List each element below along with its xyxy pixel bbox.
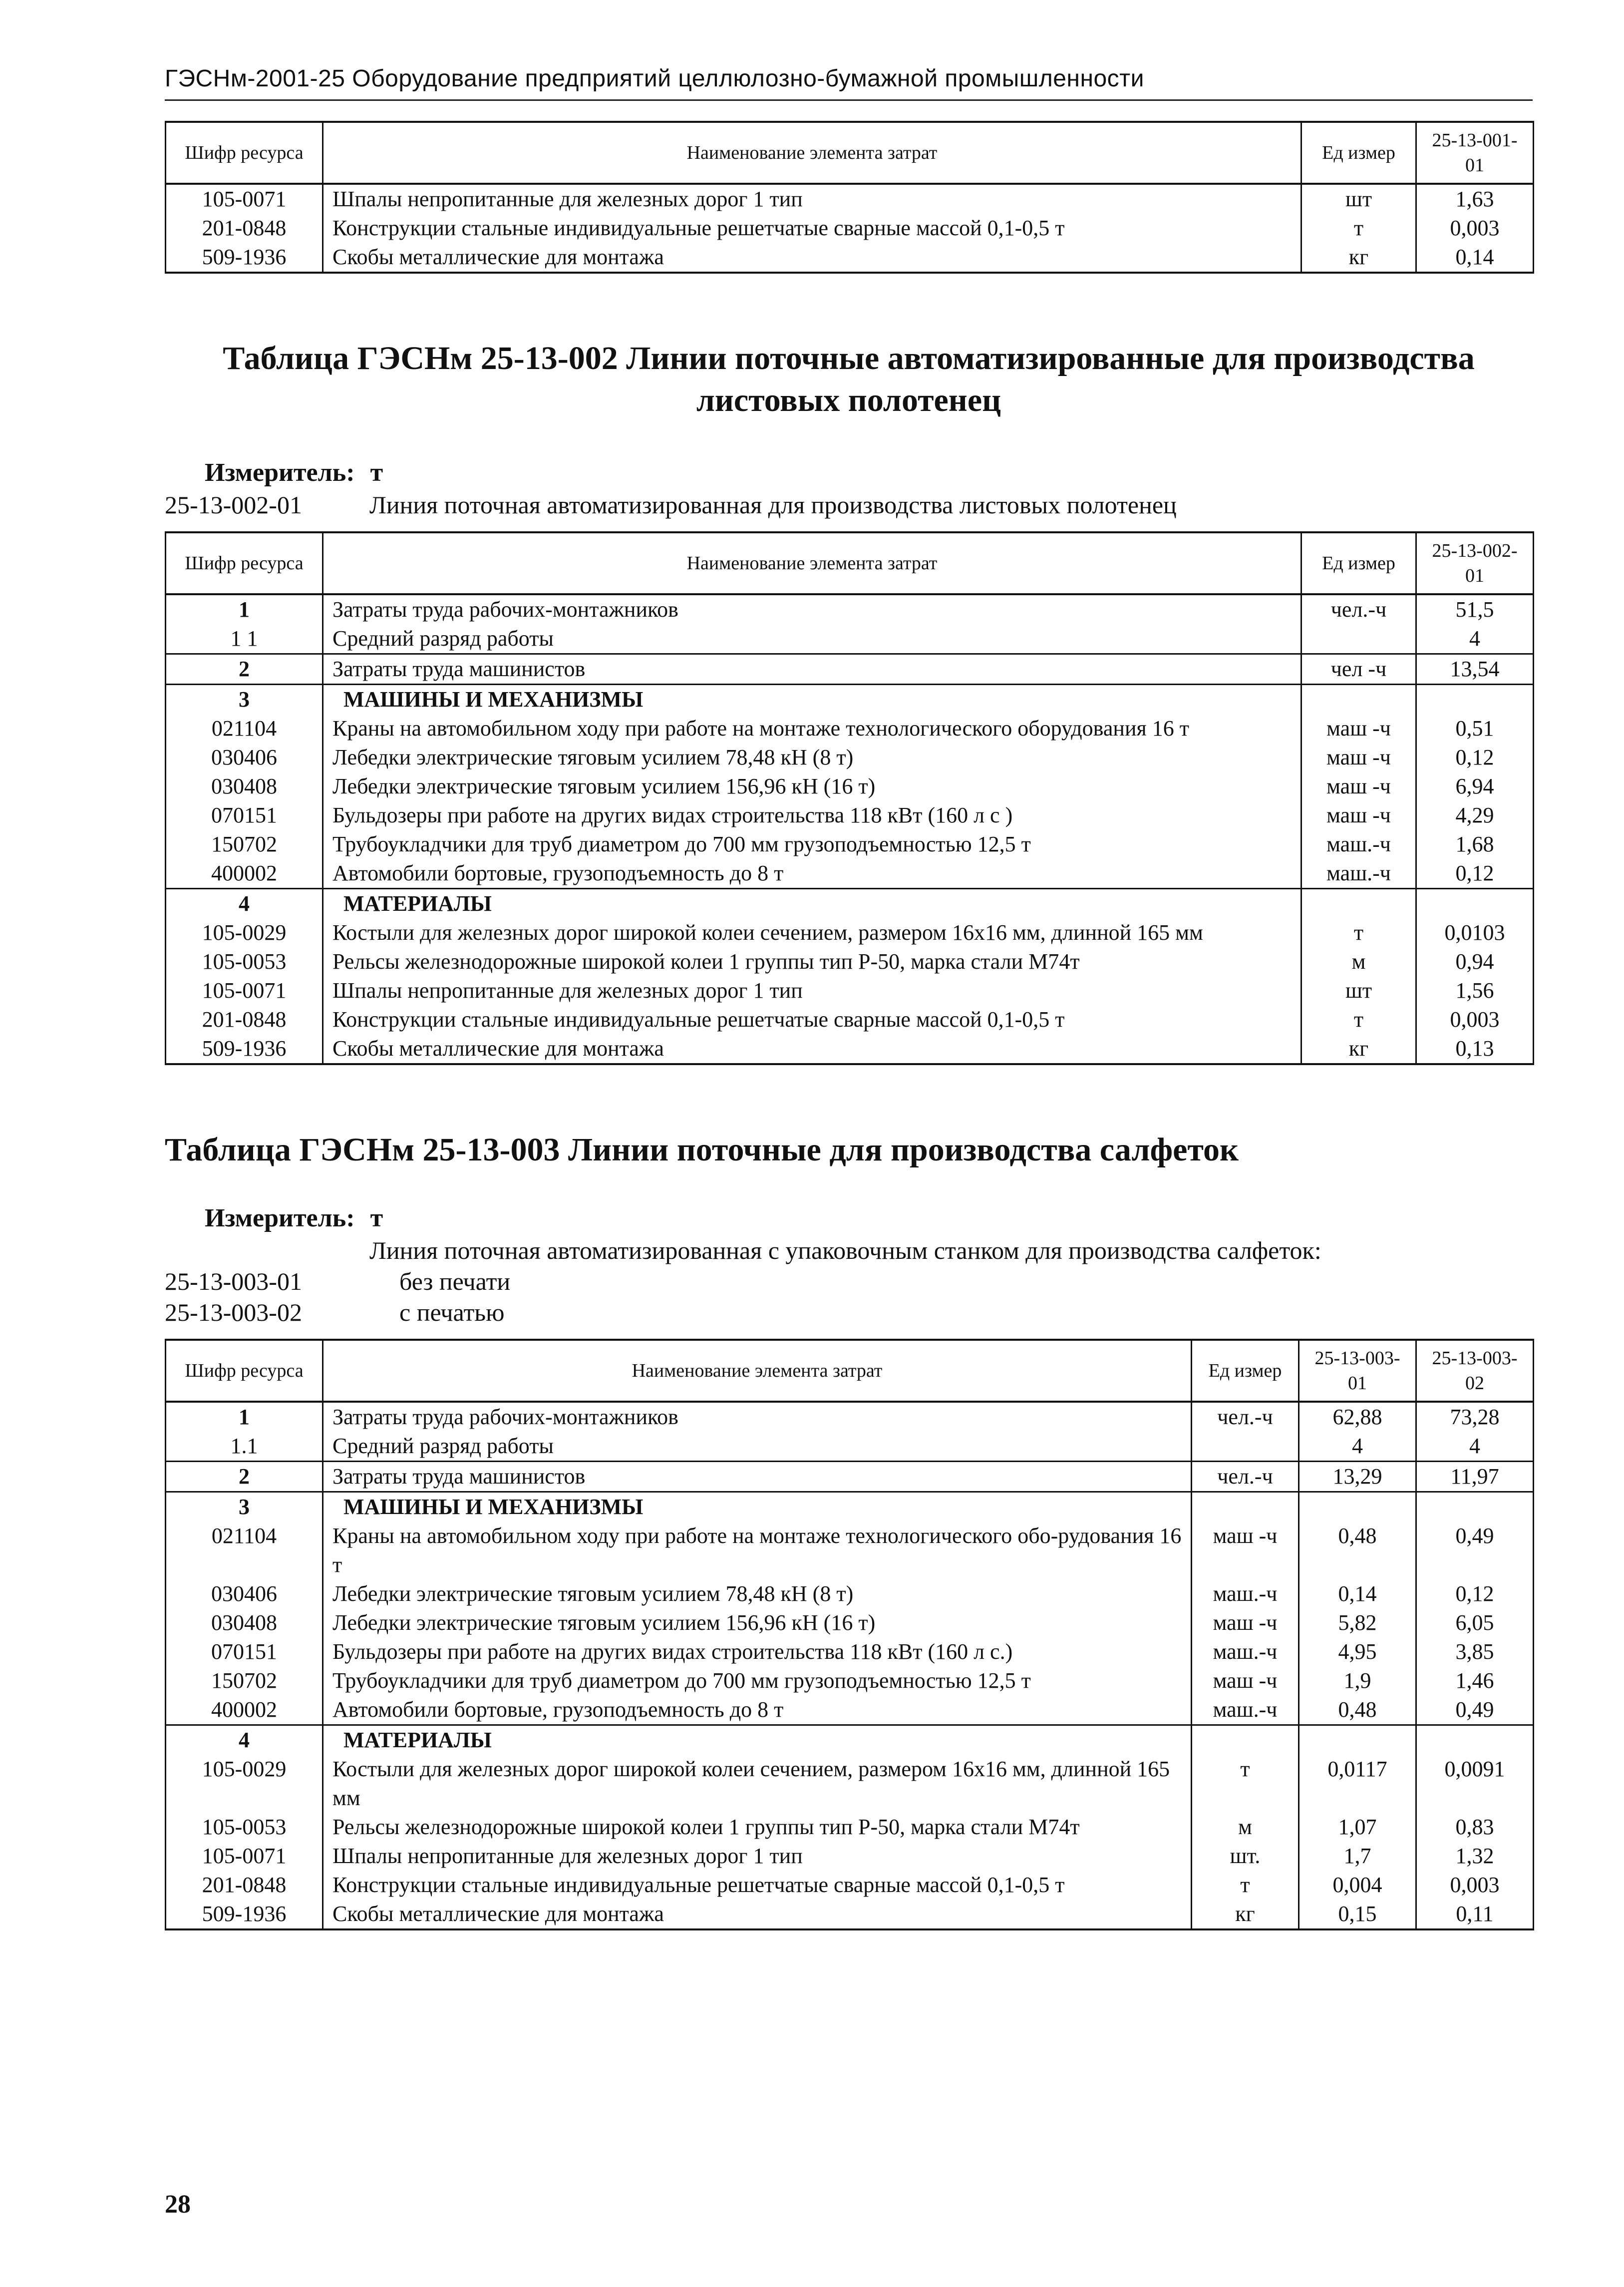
cost-element-name: Затраты труда рабочих-монтажников xyxy=(323,594,1301,624)
table-row xyxy=(166,1842,1534,1871)
resource-code: 105-0053 xyxy=(166,947,323,976)
norm-value-1: 0,15 xyxy=(1299,1900,1416,1929)
resource-code: 105-0071 xyxy=(166,976,323,1005)
resource-code: 400002 xyxy=(166,1695,323,1725)
resource-code: 070151 xyxy=(166,1637,323,1666)
resource-code: 1 xyxy=(166,594,323,624)
norm-value-2: 1,46 xyxy=(1416,1666,1534,1695)
cost-element-name: Затраты труда машинистов xyxy=(323,1462,1192,1492)
unit: маш.-ч xyxy=(1192,1695,1299,1725)
norm-value-2 xyxy=(1416,1725,1534,1755)
norm-value: 1,63 xyxy=(1416,184,1534,214)
cost-element-name: Краны на автомобильном ходу при работе на монтаже технологического обо-рудования 16 т xyxy=(323,1522,1192,1579)
norm-value-2: 4 xyxy=(1416,1432,1534,1462)
resource-code: 2 xyxy=(166,1462,323,1492)
cost-element-name: Трубоукладчики для труб диаметром до 700 мм грузоподъемностью 12,5 т xyxy=(323,830,1301,859)
norm-value-1: 0,48 xyxy=(1299,1522,1416,1579)
resource-code: 030406 xyxy=(166,743,323,772)
unit: кг xyxy=(1301,243,1416,273)
resource-code: 150702 xyxy=(166,830,323,859)
norm-value-1: 13,29 xyxy=(1299,1462,1416,1492)
table-row xyxy=(166,1695,1534,1725)
cost-element-name: Шпалы непропитанные для железных дорог 1 тип xyxy=(323,1842,1192,1871)
table-row xyxy=(166,1432,1534,1462)
norm-value: 0,003 xyxy=(1416,214,1534,243)
norm-value: 0,14 xyxy=(1416,243,1534,273)
resource-code: 105-0029 xyxy=(166,1755,323,1813)
norm-value-1 xyxy=(1299,1725,1416,1755)
cost-element-name: Краны на автомобильном ходу при работе на монтаже технологического оборудования 16 т xyxy=(323,714,1301,743)
table-row xyxy=(166,801,1534,830)
resource-code: 4 xyxy=(166,1725,323,1755)
unit xyxy=(1192,1725,1299,1755)
table-row xyxy=(166,830,1534,859)
unit: м xyxy=(1301,947,1416,976)
cost-element-name: Шпалы непропитанные для железных дорог 1 тип xyxy=(323,184,1301,214)
norm-value: 1,68 xyxy=(1416,830,1534,859)
page-number: 28 xyxy=(165,2190,191,2219)
norm-value-2: 3,85 xyxy=(1416,1637,1534,1666)
unit: т xyxy=(1301,918,1416,947)
resource-code: 1 xyxy=(166,1402,323,1432)
cost-element-name: Лебедки электрические тяговым усилием 78,48 кН (8 т) xyxy=(323,1579,1192,1608)
resource-code: 105-0053 xyxy=(166,1813,323,1842)
resource-code: 400002 xyxy=(166,859,323,889)
cost-element-name: Скобы металлические для монтажа xyxy=(323,1034,1301,1064)
resource-code: 105-0071 xyxy=(166,1842,323,1871)
cost-element-name: Бульдозеры при работе на других видах строительства 118 кВт (160 л с ) xyxy=(323,801,1301,830)
resource-code: 030408 xyxy=(166,772,323,801)
resource-code: 509-1936 xyxy=(166,1900,323,1929)
norm-value-1: 0,0117 xyxy=(1299,1755,1416,1813)
section-row-machines xyxy=(166,685,1534,715)
table-row xyxy=(166,1871,1534,1900)
cost-element-name: Средний разряд работы xyxy=(323,1432,1192,1462)
norm-value-1: 0,14 xyxy=(1299,1579,1416,1608)
table-row xyxy=(166,976,1534,1005)
resource-code: 105-0029 xyxy=(166,918,323,947)
cost-element-name: Костыли для железных дорог широкой колеи сечением, размером 16х16 мм, длинной 165 мм xyxy=(323,918,1301,947)
cost-element-name: Автомобили бортовые, грузоподъемность до 8 т xyxy=(323,1695,1192,1725)
col-header-norm-1: 25-13-003-01 xyxy=(1299,1340,1416,1402)
norm-value-2: 0,003 xyxy=(1416,1871,1534,1900)
norm-value-2: 6,05 xyxy=(1416,1608,1534,1637)
unit: т xyxy=(1301,214,1416,243)
unit: т xyxy=(1301,1005,1416,1034)
measure-label: Измеритель: xyxy=(205,458,355,487)
norm-value xyxy=(1416,889,1534,919)
norm-value-2: 0,11 xyxy=(1416,1900,1534,1929)
col-header-code: Шифр ресурса xyxy=(166,532,323,594)
resource-code: 030406 xyxy=(166,1579,323,1608)
measure-unit: т xyxy=(370,1204,383,1232)
variant-code: 25-13-002-01 xyxy=(165,491,302,519)
unit xyxy=(1301,685,1416,715)
table-row xyxy=(166,1522,1534,1579)
unit xyxy=(1192,1492,1299,1522)
section-heading: МАШИНЫ И МЕХАНИЗМЫ xyxy=(323,685,1301,715)
unit: чел.-ч xyxy=(1192,1402,1299,1432)
cost-element-name: Костыли для железных дорог широкой колеи сечением, размером 16х16 мм, длинной 165 мм xyxy=(323,1755,1192,1813)
measure-line xyxy=(165,1202,1533,1235)
unit: маш -ч xyxy=(1301,743,1416,772)
resource-code: 3 xyxy=(166,685,323,715)
norm-value xyxy=(1416,685,1534,715)
table-25-13-001 xyxy=(165,121,1534,274)
unit: кг xyxy=(1192,1900,1299,1929)
norm-value-1: 62,88 xyxy=(1299,1402,1416,1432)
resource-code: 1 1 xyxy=(166,624,323,654)
col-header-unit: Ед измер xyxy=(1301,532,1416,594)
norm-value-1: 4,95 xyxy=(1299,1637,1416,1666)
cost-element-name: Лебедки электрические тяговым усилием 78,48 кН (8 т) xyxy=(323,743,1301,772)
resource-code: 150702 xyxy=(166,1666,323,1695)
section-heading: МАШИНЫ И МЕХАНИЗМЫ xyxy=(323,1492,1192,1522)
table-25-13-002 xyxy=(165,531,1534,1065)
norm-value: 0,12 xyxy=(1416,859,1534,889)
cost-element-name: Шпалы непропитанные для железных дорог 1 тип xyxy=(323,976,1301,1005)
table-row xyxy=(166,1813,1534,1842)
section-heading: МАТЕРИАЛЫ xyxy=(323,1725,1192,1755)
norm-value: 0,12 xyxy=(1416,743,1534,772)
table-row xyxy=(166,859,1534,889)
unit: маш.-ч xyxy=(1192,1637,1299,1666)
unit: чел.-ч xyxy=(1301,594,1416,624)
resource-code: 4 xyxy=(166,889,323,919)
table-row xyxy=(166,1402,1534,1432)
resource-code: 021104 xyxy=(166,1522,323,1579)
col-header-unit: Ед измер xyxy=(1301,122,1416,184)
unit: кг xyxy=(1301,1034,1416,1064)
unit: маш -ч xyxy=(1301,714,1416,743)
unit: чел.-ч xyxy=(1192,1462,1299,1492)
cost-element-name: Затраты труда машинистов xyxy=(323,654,1301,685)
table-title-25-13-003: Таблица ГЭСНм 25-13-003 Линии поточные для производства салфеток xyxy=(165,1132,1239,1168)
norm-value-2: 0,12 xyxy=(1416,1579,1534,1608)
table-row xyxy=(166,1637,1534,1666)
table-row xyxy=(166,214,1534,243)
measure-label: Измеритель: xyxy=(205,1204,355,1232)
table-row xyxy=(166,772,1534,801)
cost-element-name: Конструкции стальные индивидуальные решетчатые сварные массой 0,1-0,5 т xyxy=(323,1005,1301,1034)
table-row xyxy=(166,1579,1534,1608)
resource-code: 1.1 xyxy=(166,1432,323,1462)
unit: шт xyxy=(1301,976,1416,1005)
table-row xyxy=(166,624,1534,654)
unit: маш -ч xyxy=(1301,772,1416,801)
cost-element-name: Затраты труда рабочих-монтажников xyxy=(323,1402,1192,1432)
norm-value-2: 0,83 xyxy=(1416,1813,1534,1842)
table-row xyxy=(166,1608,1534,1637)
table-row xyxy=(166,918,1534,947)
resource-code: 021104 xyxy=(166,714,323,743)
cost-element-name: Рельсы железнодорожные широкой колеи 1 группы тип Р-50, марка стали М74т xyxy=(323,1813,1192,1842)
col-header-unit: Ед измер xyxy=(1192,1340,1299,1402)
variant-intro: Линия поточная автоматизированная с упаковочным станком для производства салфеток: xyxy=(369,1236,1321,1264)
section-row-materials xyxy=(166,889,1534,919)
norm-value: 4,29 xyxy=(1416,801,1534,830)
table-row xyxy=(166,947,1534,976)
norm-value: 1,56 xyxy=(1416,976,1534,1005)
table-row xyxy=(166,594,1534,624)
norm-value-1: 1,07 xyxy=(1299,1813,1416,1842)
table-row xyxy=(166,1666,1534,1695)
norm-value-2 xyxy=(1416,1492,1534,1522)
norm-value-1: 4 xyxy=(1299,1432,1416,1462)
norm-value: 4 xyxy=(1416,624,1534,654)
cost-element-name: Лебедки электрические тяговым усилием 156,96 кН (16 т) xyxy=(323,772,1301,801)
unit: маш -ч xyxy=(1301,801,1416,830)
resource-code: 201-0848 xyxy=(166,1871,323,1900)
section-row-materials xyxy=(166,1725,1534,1755)
resource-code: 2 xyxy=(166,654,323,685)
col-header-name: Наименование элемента затрат xyxy=(323,532,1301,594)
norm-value-2: 73,28 xyxy=(1416,1402,1534,1432)
cost-element-name: Бульдозеры при работе на других видах строительства 118 кВт (160 л с.) xyxy=(323,1637,1192,1666)
norm-value: 0,0103 xyxy=(1416,918,1534,947)
section-heading: МАТЕРИАЛЫ xyxy=(323,889,1301,919)
col-header-code: Шифр ресурса xyxy=(166,1340,323,1402)
document-page xyxy=(165,65,1533,1930)
norm-value-1: 1,9 xyxy=(1299,1666,1416,1695)
unit: м xyxy=(1192,1813,1299,1842)
resource-code: 509-1936 xyxy=(166,243,323,273)
unit: шт. xyxy=(1192,1842,1299,1871)
variant-text: без печати xyxy=(399,1267,511,1295)
table-row xyxy=(166,1034,1534,1064)
variant-line xyxy=(165,1297,1533,1328)
cost-element-name: Скобы металлические для монтажа xyxy=(323,1900,1192,1929)
variant-line xyxy=(165,1266,1533,1297)
cost-element-name: Рельсы железнодорожные широкой колеи 1 группы тип Р-50, марка стали М74т xyxy=(323,947,1301,976)
norm-value-1: 1,7 xyxy=(1299,1842,1416,1871)
resource-code: 509-1936 xyxy=(166,1034,323,1064)
unit: маш -ч xyxy=(1192,1522,1299,1579)
cost-element-name: Автомобили бортовые, грузоподъемность до 8 т xyxy=(323,859,1301,889)
col-header-code: Шифр ресурса xyxy=(166,122,323,184)
norm-value-2: 0,0091 xyxy=(1416,1755,1534,1813)
norm-value-1: 0,004 xyxy=(1299,1871,1416,1900)
resource-code: 201-0848 xyxy=(166,1005,323,1034)
cost-element-name: Скобы металлические для монтажа xyxy=(323,243,1301,273)
resource-code: 105-0071 xyxy=(166,184,323,214)
norm-value-1: 5,82 xyxy=(1299,1608,1416,1637)
norm-value-2: 0,49 xyxy=(1416,1522,1534,1579)
unit: маш.-ч xyxy=(1192,1579,1299,1608)
unit: т xyxy=(1192,1871,1299,1900)
variant-intro-line xyxy=(165,1235,1533,1266)
table-row xyxy=(166,1462,1534,1492)
table-row xyxy=(166,1900,1534,1929)
variant-text: Линия поточная автоматизированная для производства листовых полотенец xyxy=(369,491,1177,519)
cost-element-name: Трубоукладчики для труб диаметром до 700 мм грузоподъемностью 12,5 т xyxy=(323,1666,1192,1695)
variant-line xyxy=(165,489,1533,520)
norm-value: 0,51 xyxy=(1416,714,1534,743)
norm-value: 51,5 xyxy=(1416,594,1534,624)
unit xyxy=(1192,1432,1299,1462)
resource-code: 201-0848 xyxy=(166,214,323,243)
norm-value: 6,94 xyxy=(1416,772,1534,801)
table-row xyxy=(166,184,1534,214)
table-row xyxy=(166,243,1534,273)
cost-element-name: Лебедки электрические тяговым усилием 156,96 кН (16 т) xyxy=(323,1608,1192,1637)
cost-element-name: Конструкции стальные индивидуальные решетчатые сварные массой 0,1-0,5 т xyxy=(323,214,1301,243)
cost-element-name: Конструкции стальные индивидуальные решетчатые сварные массой 0,1-0,5 т xyxy=(323,1871,1192,1900)
variant-text: с печатью xyxy=(399,1298,505,1326)
measure-unit: т xyxy=(370,458,383,487)
norm-value: 0,13 xyxy=(1416,1034,1534,1064)
unit: маш -ч xyxy=(1192,1608,1299,1637)
section-row-machines xyxy=(166,1492,1534,1522)
table-row xyxy=(166,1755,1534,1813)
unit: маш.-ч xyxy=(1301,830,1416,859)
norm-value-2: 11,97 xyxy=(1416,1462,1534,1492)
unit: маш -ч xyxy=(1192,1666,1299,1695)
running-header: ГЭСНм-2001-25 Оборудование предприятий целлюлозно-бумажной промышленности xyxy=(165,65,1533,101)
norm-value: 0,94 xyxy=(1416,947,1534,976)
table-25-13-003 xyxy=(165,1339,1534,1930)
resource-code: 030408 xyxy=(166,1608,323,1637)
table-row xyxy=(166,1005,1534,1034)
table-title-25-13-002: Таблица ГЭСНм 25-13-002 Линии поточные автоматизированные для производства листовых полотенец xyxy=(223,340,1475,418)
resource-code: 070151 xyxy=(166,801,323,830)
norm-value-1: 0,48 xyxy=(1299,1695,1416,1725)
norm-value-2: 0,49 xyxy=(1416,1695,1534,1725)
unit: т xyxy=(1192,1755,1299,1813)
norm-value: 0,003 xyxy=(1416,1005,1534,1034)
variant-code: 25-13-003-02 xyxy=(165,1298,302,1326)
table-row xyxy=(166,654,1534,685)
col-header-name: Наименование элемента затрат xyxy=(323,122,1301,184)
measure-line xyxy=(165,456,1533,489)
unit: шт xyxy=(1301,184,1416,214)
col-header-name: Наименование элемента затрат xyxy=(323,1340,1192,1402)
table-row xyxy=(166,743,1534,772)
unit: маш.-ч xyxy=(1301,859,1416,889)
resource-code: 3 xyxy=(166,1492,323,1522)
unit xyxy=(1301,889,1416,919)
cost-element-name: Средний разряд работы xyxy=(323,624,1301,654)
unit: чел -ч xyxy=(1301,654,1416,685)
col-header-norm: 25-13-001-01 xyxy=(1416,122,1534,184)
unit xyxy=(1301,624,1416,654)
norm-value-1 xyxy=(1299,1492,1416,1522)
col-header-norm: 25-13-002-01 xyxy=(1416,532,1534,594)
table-row xyxy=(166,714,1534,743)
norm-value: 13,54 xyxy=(1416,654,1534,685)
col-header-norm-2: 25-13-003-02 xyxy=(1416,1340,1534,1402)
variant-code: 25-13-003-01 xyxy=(165,1267,302,1295)
norm-value-2: 1,32 xyxy=(1416,1842,1534,1871)
